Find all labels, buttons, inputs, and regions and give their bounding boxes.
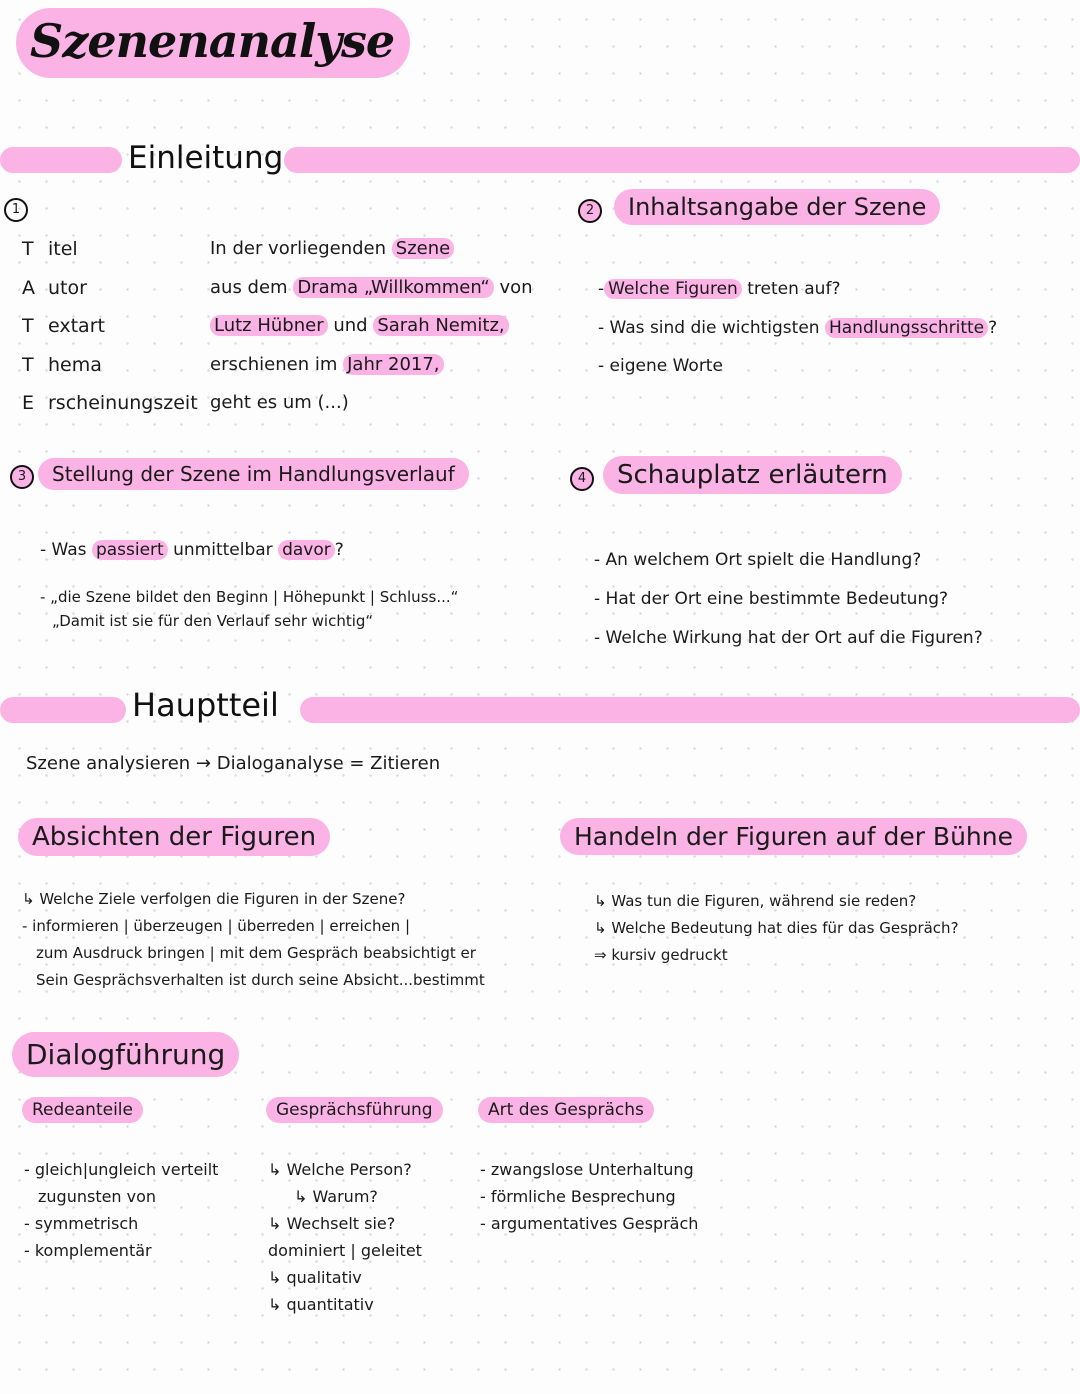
section-2-bullet-1: - Welche Figuren treten auf? [598, 279, 841, 299]
absichten-line-1: ↳ Welche Ziele verfolgen die Figuren in der Szene? [22, 890, 406, 908]
section-3-heading: Stellung der Szene im Handlungsverlauf [38, 462, 469, 486]
intro-sentence [210, 230, 533, 423]
absichten-heading: Absichten der Figuren [18, 822, 330, 852]
acronym-textart: T extart [22, 315, 105, 337]
handeln-line-2: ↳ Welche Bedeutung hat dies für das Gespräch? [594, 919, 959, 937]
section-4-bullets [594, 541, 983, 658]
section-3-bullet-3: „Damit ist sie für den Verlauf sehr wichtig“ [52, 612, 374, 630]
sentence-line-4: erschienen im Jahr 2017, [210, 346, 533, 385]
section-2-bullet-3: - eigene Worte [598, 356, 723, 376]
gespraechsfuehrung-heading: Gesprächsführung [266, 1100, 443, 1120]
section-2-bullet-2: - Was sind die wichtigsten Handlungsschritte ? [598, 317, 998, 338]
absichten-text [22, 886, 485, 994]
art-line-3: - argumentatives Gespräch [480, 1214, 699, 1233]
section-2-bullets [598, 270, 997, 386]
acronym-list [22, 230, 198, 423]
section-2-number: 2 [578, 199, 602, 223]
redeanteile-line-2: zugunsten von [38, 1187, 157, 1206]
section-4-bullet-1: - An welchem Ort spielt die Handlung? [594, 550, 922, 570]
einleitung-bar-left [0, 147, 122, 173]
handeln-text [594, 888, 959, 969]
handeln-line-3: ⇒ kursiv gedruckt [594, 946, 728, 964]
art-line-1: - zwangslose Unterhaltung [480, 1160, 694, 1179]
gespraech-line-6: ↳ quantitativ [268, 1295, 374, 1314]
section-2-heading: Inhaltsangabe der Szene [614, 193, 940, 221]
section-4-heading: Schauplatz erläutern [603, 460, 902, 490]
acronym-erscheinungszeit: E rscheinungszeit [22, 392, 198, 414]
acronym-titel: T itel [22, 238, 78, 260]
redeanteile-heading: Redeanteile [22, 1100, 143, 1120]
redeanteile-line-4: - komplementär [24, 1241, 152, 1260]
art-des-gespraechs-heading: Art des Gesprächs [478, 1100, 654, 1120]
sentence-line-1: In der vorliegenden Szene [210, 230, 533, 269]
gespraechsfuehrung-list [268, 1156, 422, 1318]
hauptteil-heading: Hauptteil [132, 686, 279, 724]
gespraech-line-2: ↳ Warum? [294, 1187, 378, 1206]
section-4-bullet-2: - Hat der Ort eine bestimmte Bedeutung? [594, 589, 949, 609]
sentence-line-5: geht es um (...) [210, 392, 349, 413]
page-title: Szenenanalyse [16, 8, 410, 78]
absichten-line-4: Sein Gesprächsverhalten ist durch seine Absicht...bestimmt [36, 971, 485, 989]
absichten-line-3: zum Ausdruck bringen | mit dem Gespräch beabsichtigt er [36, 944, 476, 962]
hauptteil-bar-right [300, 697, 1080, 723]
handeln-line-1: ↳ Was tun die Figuren, während sie reden? [594, 892, 917, 910]
gespraech-line-3: ↳ Wechselt sie? [268, 1214, 396, 1233]
section-3-bullet-1: - Was passiert unmittelbar davor ? [40, 540, 344, 560]
einleitung-bar-right [284, 147, 1080, 173]
acronym-thema: T hema [22, 353, 102, 376]
section-3-number: 3 [10, 465, 34, 489]
art-line-2: - förmliche Besprechung [480, 1187, 676, 1206]
art-des-gespraechs-list [480, 1156, 698, 1237]
gespraech-line-4: dominiert | geleitet [268, 1241, 422, 1260]
section-3-bullets [40, 540, 458, 630]
handeln-heading: Handeln der Figuren auf der Bühne [560, 822, 1027, 851]
section-3-bullet-2: - „die Szene bildet den Beginn | Höhepunkt | Schluss...“ [40, 588, 459, 606]
redeanteile-line-3: - symmetrisch [24, 1214, 139, 1233]
redeanteile-line-1: - gleich|ungleich verteilt [24, 1160, 219, 1179]
sentence-line-3: Lutz Hübner und Sarah Nemitz, [210, 307, 533, 346]
dialog-heading: Dialogführung [12, 1038, 239, 1071]
hauptteil-intro: Szene analysieren → Dialoganalyse = Zitieren [26, 753, 441, 774]
section-4-number: 4 [570, 467, 594, 491]
sentence-line-2: aus dem Drama „Willkommen“ von [210, 276, 533, 298]
redeanteile-list [24, 1156, 218, 1264]
section-1-number: 1 [4, 198, 28, 222]
einleitung-heading: Einleitung [128, 140, 284, 176]
acronym-autor: A utor [22, 276, 87, 299]
absichten-line-2: - informieren | überzeugen | überreden | erreichen | [22, 917, 411, 935]
hauptteil-bar-left [0, 697, 126, 723]
gespraech-line-1: ↳ Welche Person? [268, 1160, 412, 1179]
section-4-bullet-3: - Welche Wirkung hat der Ort auf die Figuren? [594, 628, 983, 648]
gespraech-line-5: ↳ qualitativ [268, 1268, 362, 1287]
